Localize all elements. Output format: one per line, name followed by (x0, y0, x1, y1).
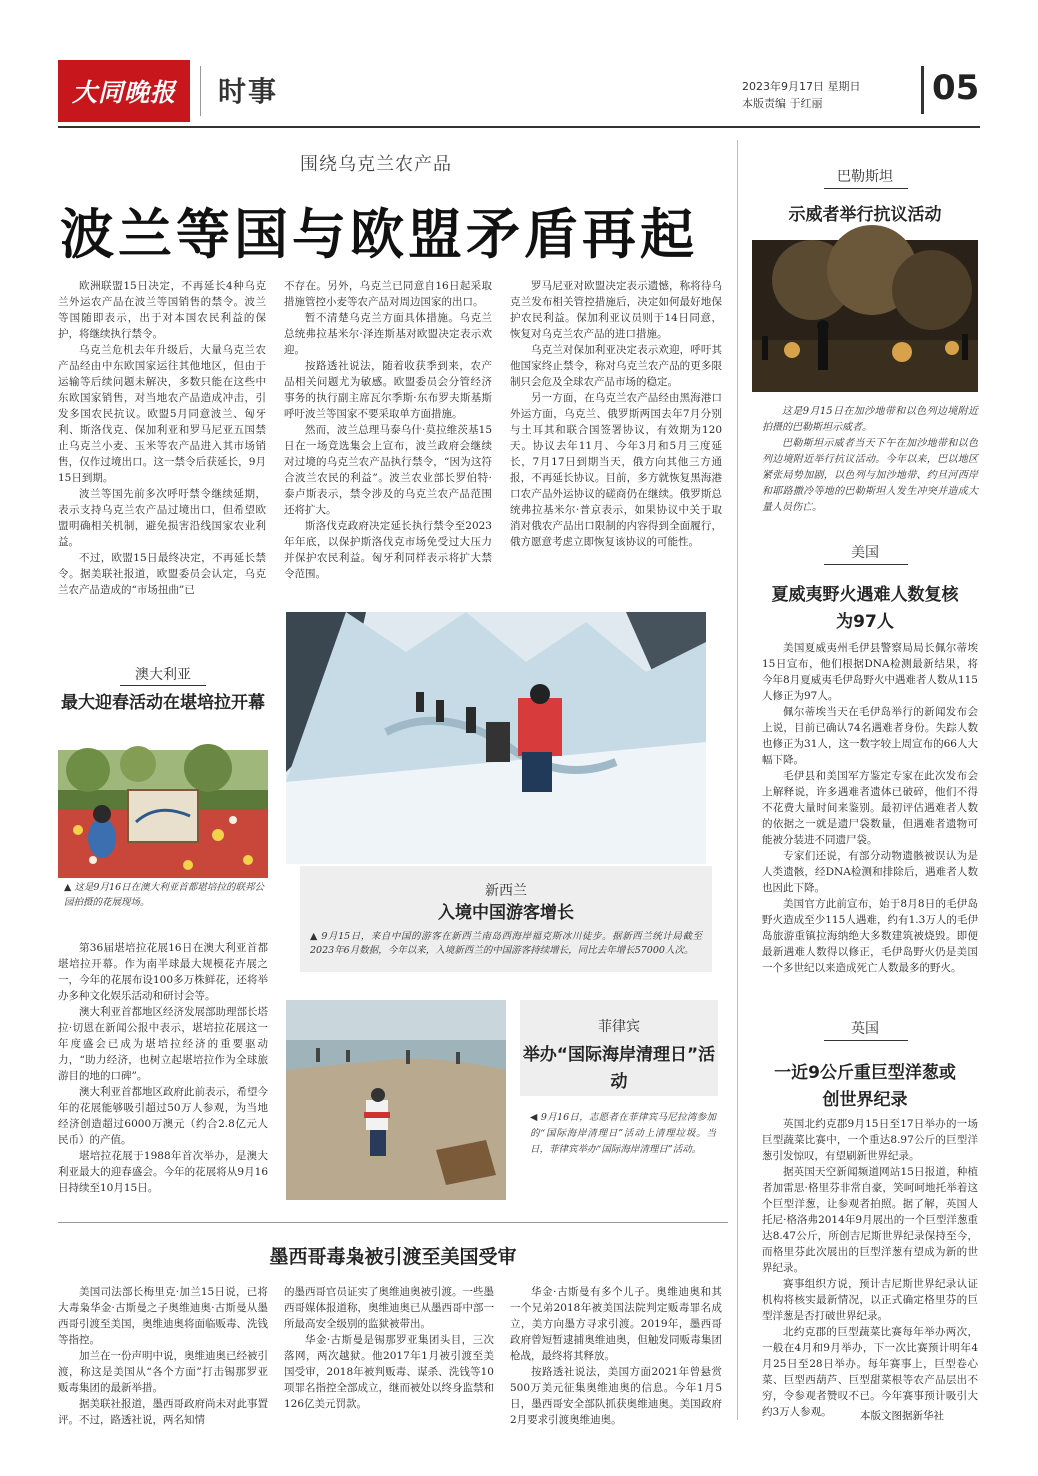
paragraph: 华金·古斯曼有多个儿子。奥维迪奥和其一个兄弟2018年被美国法院判定贩毒罪名成立，美方向墨方寻求引渡。2019年，墨西哥政府曾短暂逮捕奥维迪奥，但触发同贩毒集团枪战，最终将其释放。 (510, 1286, 722, 1362)
nz-caption: ▲ 9月15日，来自中国的游客在新西兰南岛西海岸福克斯冰川徒步。据新西兰统计局截至2023年6月数据，今年以来，入境新西兰的中国游客持续增长，同比去年增长57000人次。 (310, 931, 702, 956)
usa-body (762, 640, 978, 1000)
paragraph: 赛事组织方说，预计吉尼斯世界纪录认证机构将核实最新情况，以正式确定格里芬的巨型洋葱是否打破世界纪录。 (762, 1278, 978, 1322)
location-underline (824, 564, 908, 565)
paragraph: 据英国天空新闻频道网站15日报道，种植者加雷思·格里芬非常自豪，笑呵呵地托举着这个巨型洋葱，让参观者拍照。据了解，英国人托尼·格洛弗2014年9月展出的一个巨型洋葱重达8.47公斤，所创吉尼斯世界纪录保持至今，而格里芬此次展出的巨型洋葱有望成为新的世界纪录。 (762, 1166, 978, 1274)
philippines-location: 菲律宾 (598, 1019, 640, 1035)
paragraph: 专家们还说，有部分动物遗骸被误认为是人类遗骸，经DNA检测和排除后，遇难者人数也因此下降。 (762, 850, 978, 894)
paragraph: 乌克兰危机去年升级后，大量乌克兰农产品经由中东欧国家运往其他地区，但由于运输等后续问题未解决，多数只能在这些中东欧国家销售，对当地农产品造成冲击，引发多国农民抗议。欧盟5月同意波兰、匈牙利、斯洛伐克、保加利亚和罗马尼亚五国禁止乌克兰小麦、玉米等农产品进入其市场销售，仅作过境出口。这一禁令后获延长，9月15日到期。 (58, 344, 266, 484)
mexico-col-3 (510, 1284, 722, 1424)
australia-photo (58, 750, 268, 878)
mexico-headline: 墨西哥毒枭被引渡至美国受审 (269, 1246, 517, 1268)
paragraph: 第36届堪培拉花展16日在澳大利亚首都堪培拉开幕。作为南半球最大规模花卉展之一，今年的花展布设100多万株鲜花，还将举办多种文化娱乐活动和研讨会等。 (58, 942, 268, 1002)
paragraph: 美国官方此前宣布，始于8月8日的毛伊岛野火造成至少115人遇难，约有1.3万人的毛伊岛旅游重镇拉海纳绝大多数建筑被烧毁。即便最新遇难人数得以修正，毛伊岛野火仍是美国一个多世纪以来造成死亡人数最多的野火。 (762, 898, 978, 974)
issue-date: 2023年9月17日 星期日 (742, 80, 861, 93)
paragraph: 英国北约克郡9月15日至17日举办的一场巨型蔬菜比赛中，一个重达8.97公斤的巨型洋葱引发惊叹，有望刷新世界纪录。 (762, 1118, 978, 1162)
philippines-title: 举办“国际海岸清理日”活动 (522, 1045, 716, 1092)
logo-text: 大同晚报 (71, 78, 176, 107)
section-title: 时事 (218, 75, 279, 108)
page-number-bar (921, 66, 924, 114)
paragraph: 澳大利亚首都地区经济发展部助理部长塔拉·切恩在新闻公报中表示，堪培拉花展这一年度盛会已成为堪培拉经济的重要驱动力，“助力经济，也树立起堪培拉作为全球旅游目的地的口碑”。 (58, 1006, 268, 1082)
page-number: 05 (932, 68, 980, 108)
location-underline (824, 188, 908, 189)
paragraph: 毛伊县和美国军方鉴定专家在此次发布会上解释说，许多遇难者遗体已破碎，他们不得不花费大量时间来鉴别。最初评估遇难者人数的依据之一就是遗尸袋数量，但遇难者遗物可能被分装进不同遗尸袋。 (762, 770, 978, 846)
philippines-photo (286, 1000, 506, 1200)
paragraph: 斯洛伐克政府决定延长执行禁令至2023年年底，以保护斯洛伐克市场免受过大压力并保护农民利益。匈牙利同样表示将扩大禁令范围。 (284, 520, 492, 580)
paragraph: 波兰等国先前多次呼吁禁令继续延期，表示支持乌克兰农产品过境出口，但希望欧盟明确相关机制，避免损害沿线国家农业利益。 (58, 488, 266, 548)
paragraph: 不过，欧盟15日最终决定，不再延长禁令。据美联社报道，欧盟委员会认定，乌克兰农产品造成的“市场扭曲”已 (58, 552, 266, 596)
palestine-photo (752, 240, 978, 392)
main-col-2 (284, 278, 492, 598)
australia-title: 最大迎春活动在堪培拉开幕 (61, 693, 265, 713)
location-underline (824, 1040, 908, 1041)
protest-smoke-image (752, 240, 978, 392)
paragraph: 乌克兰对保加利亚决定表示欢迎，呼吁其他国家终止禁令，称对乌克兰农产品的更多限制只会危及全球农产品市场的稳定。 (510, 344, 722, 388)
nz-photo (286, 612, 706, 864)
main-kicker: 围绕乌克兰农产品 (300, 154, 452, 175)
paragraph: 美国司法部长梅里克·加兰15日说，已将大毒枭华金·古斯曼之子奥维迪奥·古斯曼从墨西哥引渡至美国，奥维迪奥将面临贩毒、洗钱等指控。 (58, 1286, 268, 1346)
newspaper-logo (58, 60, 190, 122)
paragraph: 按路透社说法，随着收获季到来，农产品相关问题尤为敏感。欧盟委员会分管经济事务的执行副主席瓦尔季斯·东布罗夫斯基斯呼吁波兰等国家不要采取单方面措施。 (284, 360, 492, 420)
flower-show-image (58, 750, 268, 878)
header-divider (200, 66, 201, 116)
photo-credit: 本版文图据新华社 (860, 1410, 944, 1422)
header-rule (58, 126, 980, 128)
issue-info (742, 78, 861, 112)
palestine-location: 巴勒斯坦 (837, 169, 893, 185)
uk-location: 英国 (851, 1021, 879, 1037)
location-underline (120, 685, 206, 686)
main-headline: 波兰等国与欧盟矛盾再起 (60, 203, 698, 266)
caption-line: 这是9月15日在加沙地带和以色列边境附近拍摄的巴勒斯坦示威者。 (762, 406, 978, 433)
mexico-top-rule (58, 1222, 728, 1223)
main-col-3 (510, 278, 722, 598)
paragraph: 佩尔蒂埃当天在毛伊岛举行的新闻发布会上说，目前已确认74名遇难者身份。失踪人数也修正为31人，这一数字较上周宣布的66人大幅下降。 (762, 706, 978, 766)
paragraph: 据美联社报道，墨西哥政府尚未对此事置评。不过，路透社说，两名知情 (58, 1398, 268, 1426)
column-divider (737, 140, 738, 1420)
philippines-caption: ◀ 9月16日，志愿者在菲律宾马尼拉湾参加的“国际海岸清理日”活动上清理垃圾。当日，菲律宾举办“国际海岸清理日”活动。 (530, 1112, 716, 1155)
paragraph: 的墨西哥官员证实了奥维迪奥被引渡。一些墨西哥媒体报道称，奥维迪奥已从墨西哥中部一所最高安全级别的监狱被带出。 (284, 1286, 494, 1330)
caption-line: 巴勒斯坦示威者当天下午在加沙地带和以色列边境附近举行抗议活动。今年以来，巴以地区紧张局势加剧，以色列与加沙地带、约旦河西岸和耶路撒冷等地的巴勒斯坦人发生冲突并造成大量人员伤亡。 (762, 438, 978, 513)
paragraph: 然而，波兰总理马泰乌什·莫拉维茨基15日在一场竞选集会上宣布，波兰政府会继续对过境的乌克兰农产品执行禁令，“因为这符合波兰农民的利益”。波兰农业部长罗伯特·泰卢斯表示，禁令涉及的乌克兰农产品范围还将扩大。 (284, 424, 492, 516)
uk-title: 一近9公斤重巨型洋葱或创世界纪录 (774, 1063, 956, 1110)
paragraph: 欧洲联盟15日决定，不再延长4种乌克兰外运农产品在波兰等国销售的禁令。波兰等国随即表示，出于对本国农民利益的保护，将继续执行禁令。 (58, 280, 266, 340)
palestine-caption (762, 404, 978, 516)
mexico-col-1 (58, 1284, 268, 1424)
paragraph: 不存在。另外，乌克兰已同意自16日起采取措施管控小麦等农产品对周边国家的出口。 (284, 280, 492, 308)
australia-location: 澳大利亚 (135, 667, 191, 683)
paragraph: 堪培拉花展于1988年首次举办，是澳大利亚最大的迎春盛会。今年的花展将从9月16日持续至10月15日。 (58, 1150, 268, 1194)
paragraph: 另一方面，在乌克兰农产品经由黑海港口外运方面，乌克兰、俄罗斯两国去年7月分别与土耳其和联合国签署协议，有效期为120天。协议去年11月、今年3月和5月三度延长，7月17日到期当天，俄方向其他三方通报，不再延长协议。目前，多方就恢复黑海港口农产品外运协议的磋商仍在继续。俄罗斯总统弗拉基米尔·普京表示，如果协议中关于取消对俄农产品出口限制的内容得到全面履行，俄方愿意考虑立即恢复该协议的可能性。 (510, 392, 722, 548)
paragraph: 澳大利亚首都地区政府此前表示，希望今年的花展能够吸引超过50万人参观，为当地经济创造超过6000万澳元（约合2.8亿元人民币）的产值。 (58, 1086, 268, 1146)
usa-title: 夏威夷野火遇难人数复核为97人 (771, 585, 959, 632)
main-col-1 (58, 278, 266, 598)
beach-cleanup-image (286, 1000, 506, 1200)
usa-location: 美国 (851, 545, 879, 561)
mexico-col-2 (284, 1284, 494, 1424)
australia-body (58, 940, 268, 1202)
nz-title: 入境中国游客增长 (438, 903, 574, 923)
paragraph: 美国夏威夷州毛伊县警察局局长佩尔蒂埃15日宣布，他们根据DNA检测最新结果，将今年8月夏威夷毛伊岛野火中遇难者人数从115人修正为97人。 (762, 642, 978, 702)
page-editor: 本版责编 于红丽 (742, 97, 823, 110)
paragraph: 罗马尼亚对欧盟决定表示遗憾，称将待乌克兰发布相关管控措施后，决定如何最好地保护农民利益。保加利亚议员则于14日同意，恢复对乌克兰农产品的进口措施。 (510, 280, 722, 340)
paragraph: 按路透社说法，美国方面2021年曾悬赏500万美元征集奥维迪奥的信息。今年1月5日，墨西哥安全部队抓获奥维迪奥。美国政府2月要求引渡奥维迪奥。 (510, 1366, 722, 1426)
glacier-hike-image (286, 612, 706, 864)
palestine-title: 示威者举行抗议活动 (788, 205, 942, 225)
paragraph: 华金·古斯曼是锡那罗亚集团头目，三次落网，两次越狱。他2017年1月被引渡至美国受审，2018年被判贩毒、谋杀、洗钱等10项罪名指控全部成立，继而被处以终身监禁和126亿美元罚款。 (284, 1334, 494, 1410)
paragraph: 加兰在一份声明中说，奥维迪奥已经被引渡，称这是美国从“各个方面”打击锡那罗亚贩毒集团的最新举措。 (58, 1350, 268, 1394)
paragraph: 暂不清楚乌克兰方面具体措施。乌克兰总统弗拉基米尔·泽连斯基对欧盟决定表示欢迎。 (284, 312, 492, 356)
paragraph: 北约克郡的巨型蔬菜比赛每年举办两次，一般在4月和9月举办，下一次比赛预计明年4月25日至28日举办。每年赛事上，巨型卷心菜、巨型西葫芦、巨型甜菜根等农产品层出不穷，令参观者赞叹不已。今年赛事预计吸引大约3万人参观。 (762, 1326, 978, 1418)
australia-caption: ▲ 这是9月16日在澳大利亚首都堪培拉的联邦公园拍摄的花展现场。 (64, 882, 264, 908)
nz-location: 新西兰 (485, 883, 527, 899)
